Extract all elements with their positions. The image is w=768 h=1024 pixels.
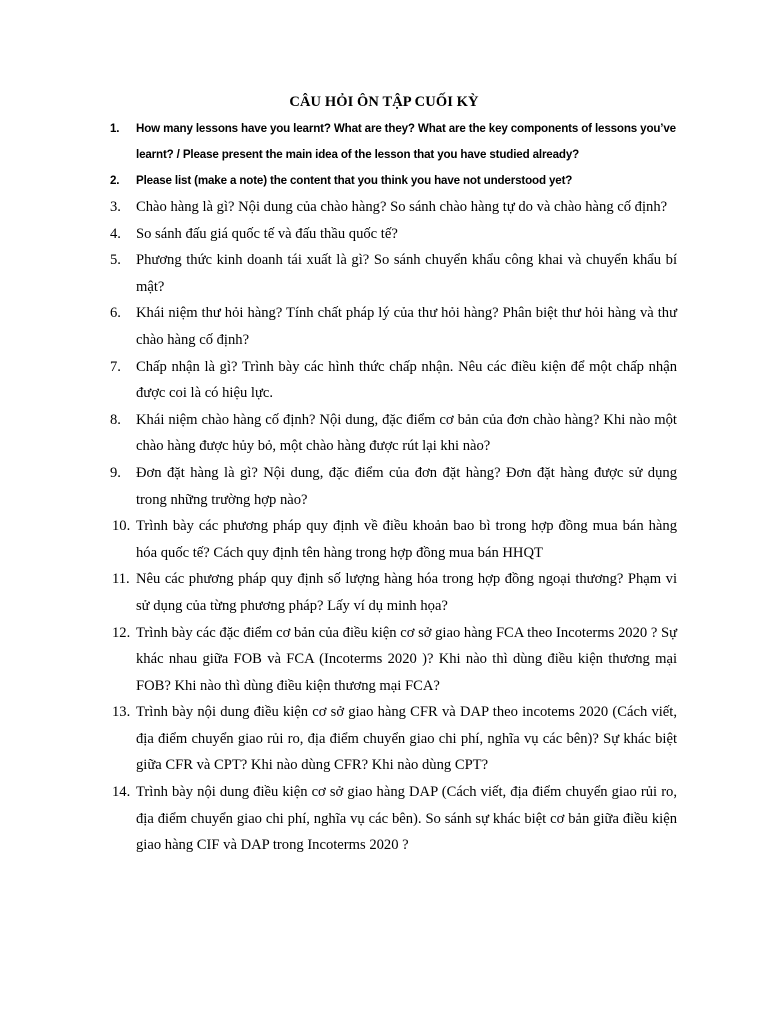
question-item-1 xyxy=(0,116,768,168)
question-number: 2. xyxy=(110,174,120,187)
question-number: 8. xyxy=(110,411,121,428)
question-item-8 xyxy=(0,407,768,460)
question-text: Khái niệm thư hỏi hàng? Tính chất pháp lý của thư hỏi hàng? Phân biệt thư hỏi hàng và thư chào hàng cố định? xyxy=(136,305,677,348)
question-text: Please list (make a note) the content that you think you have not understood yet? xyxy=(136,174,573,187)
question-number: 1. xyxy=(110,122,120,135)
question-number: 7. xyxy=(110,358,121,375)
question-item-9 xyxy=(0,460,768,513)
question-item-5 xyxy=(0,247,768,300)
page-title: CÂU HỎI ÔN TẬP CUỐI KỲ xyxy=(289,94,479,110)
question-text: Trình bày các phương pháp quy định về điều khoản bao bì trong hợp đồng mua bán hàng hóa quốc tế? Cách quy định tên hàng trong hợp đồng mua bán HHQT xyxy=(136,518,677,561)
question-number: 3. xyxy=(110,199,121,215)
question-item-4 xyxy=(0,221,768,248)
question-text: Đơn đặt hàng là gì? Nội dung, đặc điểm của đơn đặt hàng? Đơn đặt hàng được sử dụng trong những trường hợp nào? xyxy=(136,464,677,508)
question-item-11 xyxy=(0,566,768,619)
question-item-3 xyxy=(0,194,768,221)
question-number: 10. xyxy=(112,518,131,535)
question-text: Trình bày các đặc điểm cơ bản của điều kiện cơ sở giao hàng FCA theo Incoterms 2020 ? Sự khác nhau giữa FOB và FCA (Incoterms 2020 )? Khi nào thì dùng điều kiện thương mại FOB? Khi nào thì dùng điều kiện thương mại FCA? xyxy=(136,624,677,694)
question-number: 9. xyxy=(110,464,121,481)
question-item-10 xyxy=(0,513,768,566)
question-text: Trình bày nội dung điều kiện cơ sở giao hàng DAP (Cách viết, địa điểm chuyển giao rủi ro, địa điểm chuyển giao chi phí, nghĩa vụ các bên). So sánh sự khác biệt cơ bản giữa điều kiện giao hàng CIF và DAP trong Incoterms 2020 ? xyxy=(136,784,677,854)
question-item-7 xyxy=(0,354,768,407)
question-number: 14. xyxy=(112,784,131,801)
question-item-2 xyxy=(0,168,768,194)
question-number: 11. xyxy=(112,571,130,588)
question-text: Khái niệm chào hàng cố định? Nội dung, đặc điểm cơ bản của đơn chào hàng? Khi nào một chào hàng được hủy bỏ, một chào hàng được rút lại khi nào? xyxy=(136,411,677,455)
question-item-13 xyxy=(0,699,768,779)
question-text: Chào hàng là gì? Nội dung của chào hàng? So sánh chào hàng tự do và chào hàng cố định? xyxy=(136,199,668,215)
question-text: Chấp nhận là gì? Trình bày các hình thức chấp nhận. Nêu các điều kiện để một chấp nhận được coi là có hiệu lực. xyxy=(136,358,677,402)
question-number: 12. xyxy=(112,624,131,641)
question-text: Nêu các phương pháp quy định số lượng hàng hóa trong hợp đồng ngoại thương? Phạm vi sử dụng của từng phương pháp? Lấy ví dụ minh họa? xyxy=(136,571,677,614)
question-text: Trình bày nội dung điều kiện cơ sở giao hàng CFR và DAP theo incotems 2020 (Cách viết, địa điểm chuyển giao rủi ro, địa điểm chuyển giao chi phí, nghĩa vụ các bên)? Sự khác biệt giữa CFR và CPT? Khi nào dùng CFR? Khi nào dùng CPT? xyxy=(136,704,677,774)
question-item-14 xyxy=(0,779,768,859)
question-text: So sánh đấu giá quốc tế và đấu thầu quốc tế? xyxy=(136,225,398,242)
question-number: 4. xyxy=(110,225,121,242)
question-item-6 xyxy=(0,300,768,353)
question-item-12 xyxy=(0,620,768,700)
question-number: 13. xyxy=(112,704,131,721)
question-list xyxy=(0,116,768,859)
question-text: How many lessons have you learnt? What are they? What are the key components of lessons you’ve learnt? / Please present the main idea of the lesson that you have studied already? xyxy=(136,122,676,161)
question-text: Phương thức kinh doanh tái xuất là gì? So sánh chuyển khẩu công khai và chuyển khẩu bí mật? xyxy=(136,252,677,295)
question-number: 5. xyxy=(110,252,121,269)
question-number: 6. xyxy=(110,305,121,322)
